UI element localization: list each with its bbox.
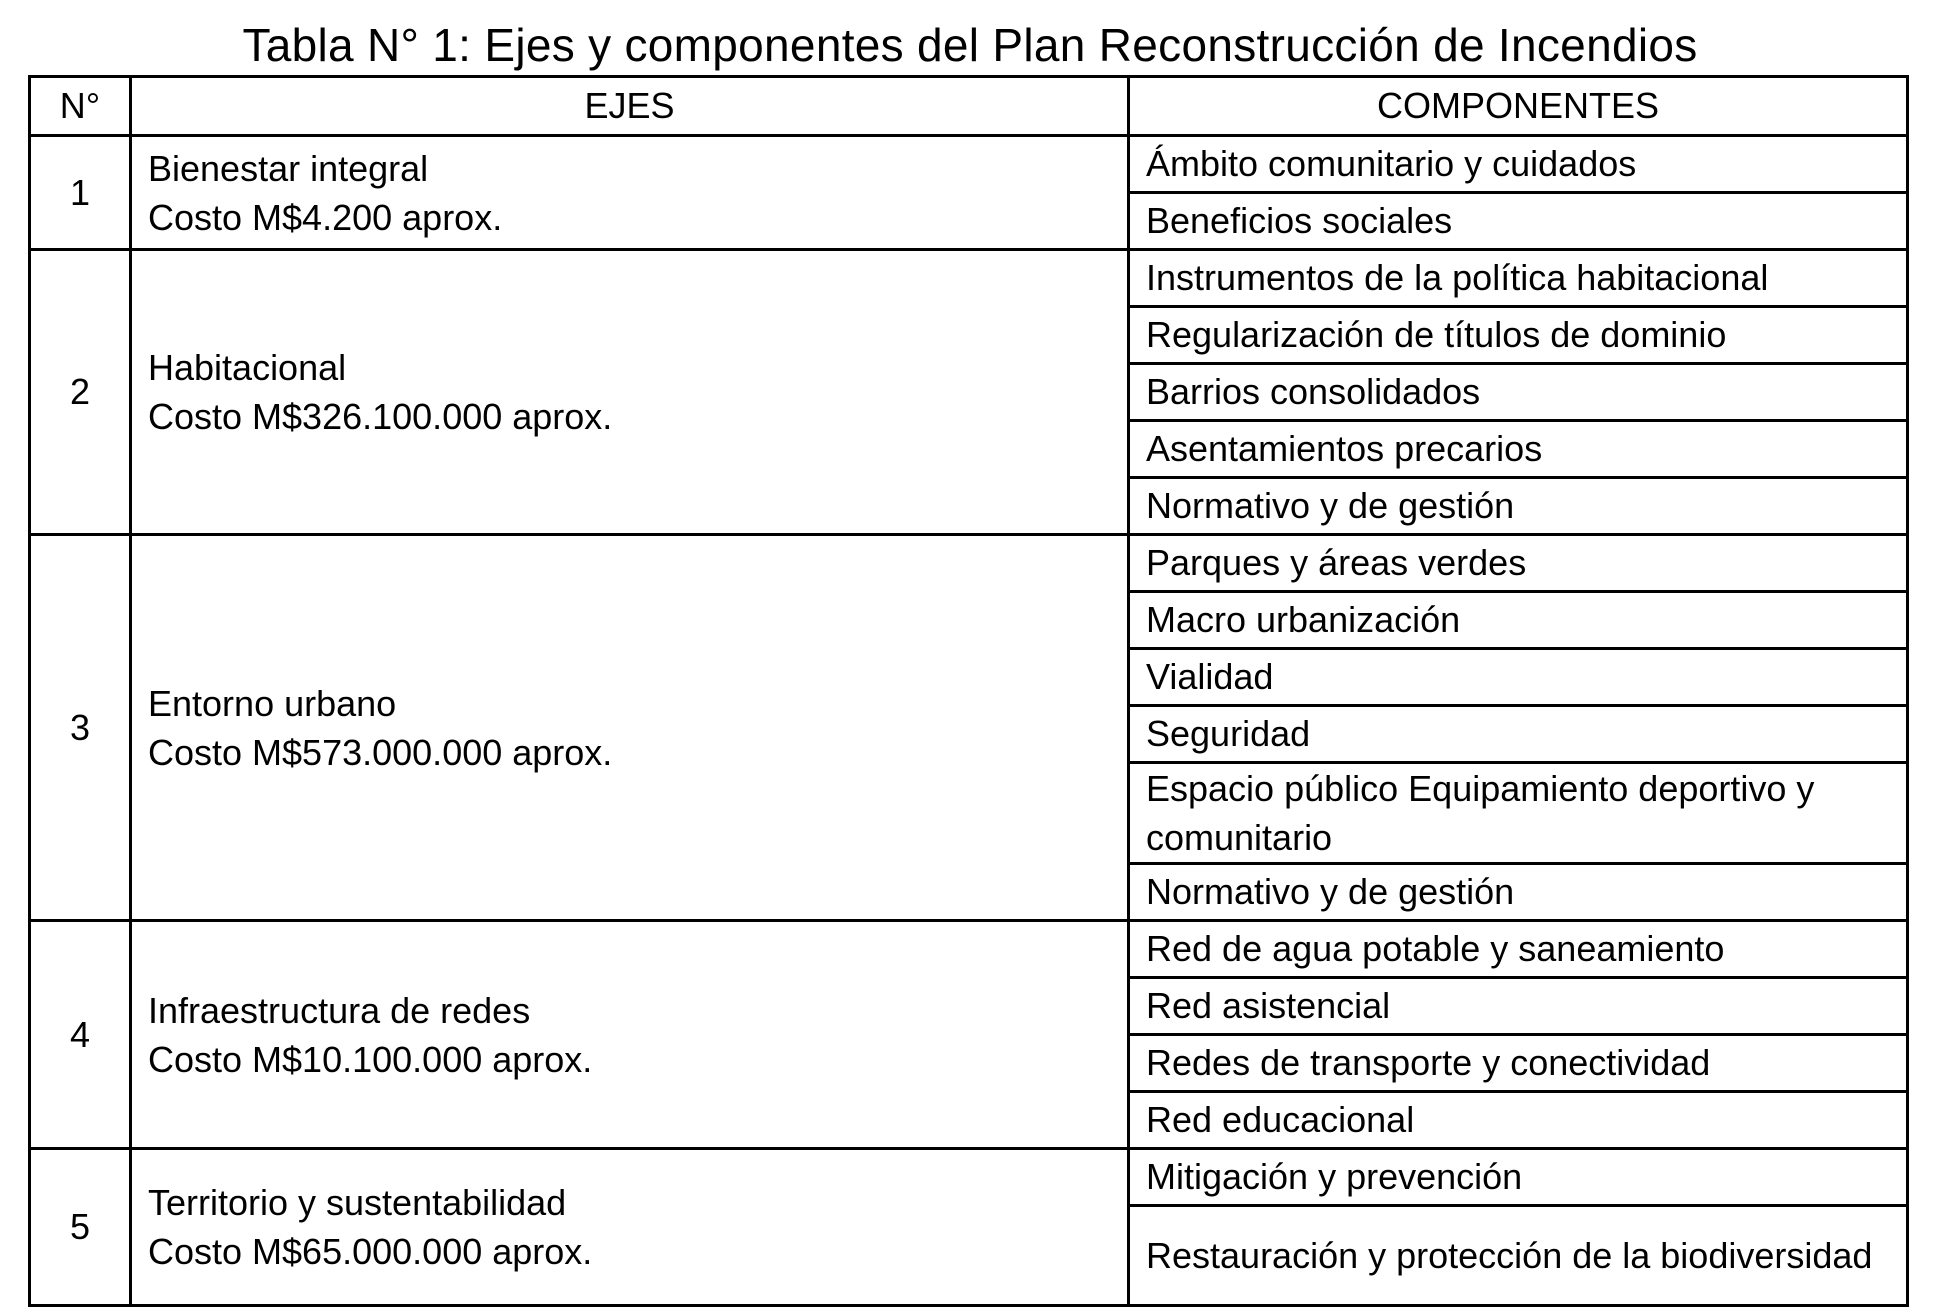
componente-cell: Mitigación y prevención [1129,1149,1908,1206]
eje-number: 4 [30,921,131,1149]
componente-cell: Red educacional [1129,1092,1908,1149]
componente-cell: Restauración y protección de la biodiversidad [1129,1206,1908,1306]
eje-cell [131,921,1129,1149]
componente-cell: Red asistencial [1129,978,1908,1035]
table-row [30,250,1908,307]
eje-name: Bienestar integral [148,147,429,189]
eje-name: Entorno urbano [148,682,397,724]
eje-name: Infraestructura de redes [148,989,531,1031]
componente-cell: Espacio público Equipamiento deportivo y comunitario [1129,763,1908,864]
componente-cell: Beneficios sociales [1129,193,1908,250]
componente-cell: Seguridad [1129,706,1908,763]
eje-number: 1 [30,136,131,250]
header-numero: N° [30,77,131,136]
componente-cell: Macro urbanización [1129,592,1908,649]
eje-cost: Costo M$65.000.000 aprox. [148,1231,593,1272]
componente-cell: Instrumentos de la política habitacional [1129,250,1908,307]
componente-cell: Parques y áreas verdes [1129,535,1908,592]
table-row [30,921,1908,978]
header-componentes: COMPONENTES [1129,77,1908,136]
componente-cell: Redes de transporte y conectividad [1129,1035,1908,1092]
componente-cell: Asentamientos precarios [1129,421,1908,478]
componente-cell: Barrios consolidados [1129,364,1908,421]
eje-cost: Costo M$10.100.000 aprox. [148,1038,593,1080]
ejes-componentes-table [28,75,1909,1307]
componente-cell: Normativo y de gestión [1129,864,1908,921]
table-row [30,535,1908,592]
eje-cell [131,136,1129,250]
componente-cell: Regularización de títulos de dominio [1129,307,1908,364]
eje-cell [131,1149,1129,1306]
eje-cost: Costo M$573.000.000 aprox. [148,731,613,773]
header-ejes: EJES [131,77,1129,136]
table-row [30,1149,1908,1206]
eje-name: Territorio y sustentabilidad [148,1182,567,1223]
table-row [30,136,1908,193]
eje-cost: Costo M$326.100.000 aprox. [148,396,613,437]
table-header-row [30,77,1908,136]
eje-cost: Costo M$4.200 aprox. [148,196,503,238]
eje-number: 3 [30,535,131,921]
componente-cell: Normativo y de gestión [1129,478,1908,535]
componente-cell: Vialidad [1129,649,1908,706]
eje-name: Habitacional [148,347,347,388]
table-caption: Tabla N° 1: Ejes y componentes del Plan Reconstrucción de Incendios [242,19,1698,71]
componente-cell: Ámbito comunitario y cuidados [1129,136,1908,193]
eje-cell [131,250,1129,535]
eje-number: 5 [30,1149,131,1306]
componente-cell: Red de agua potable y saneamiento [1129,921,1908,978]
eje-cell [131,535,1129,921]
eje-number: 2 [30,250,131,535]
